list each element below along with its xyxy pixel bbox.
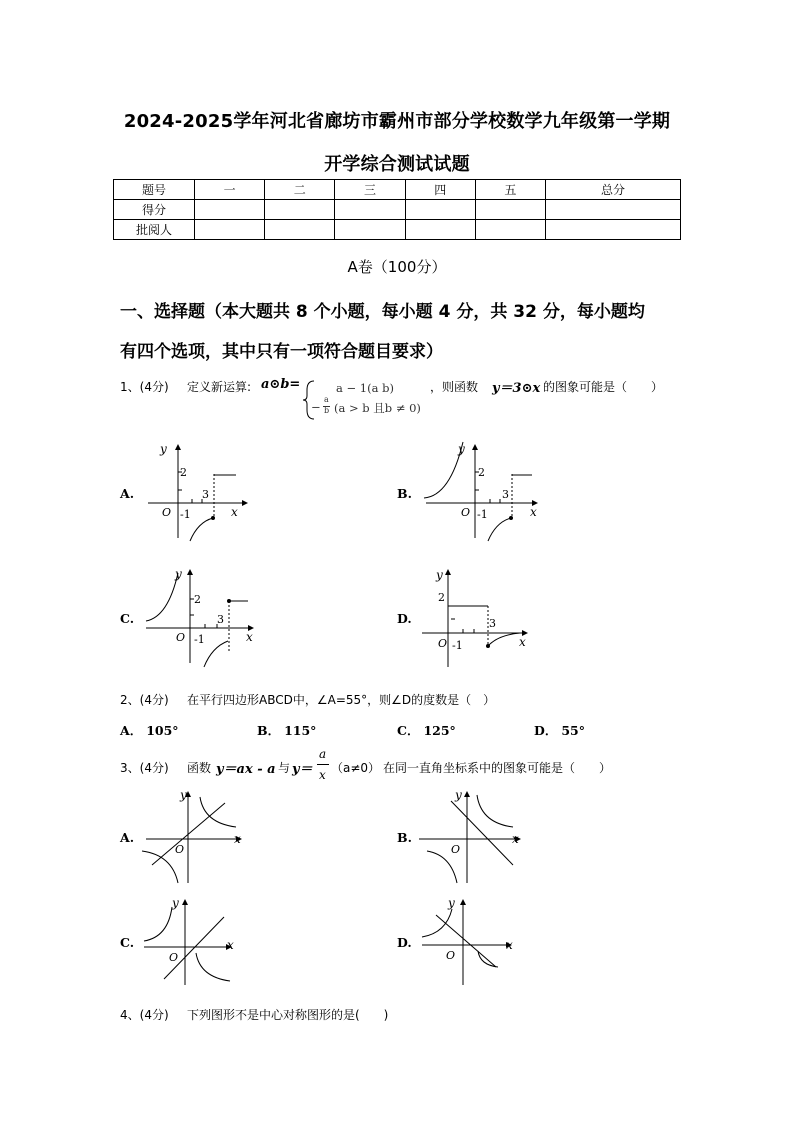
score-input-cell[interactable] xyxy=(265,220,335,240)
q1-text-post: ，则函数 xyxy=(430,380,479,394)
q3-graph-c xyxy=(140,893,240,988)
option-value: 125° xyxy=(423,723,456,738)
q2-option-a[interactable] xyxy=(120,721,179,739)
score-table-header xyxy=(114,180,681,200)
tick-label-neg1: -1 xyxy=(194,633,205,646)
q3-condition: （a≠0） xyxy=(331,761,381,775)
table-cell: 一 xyxy=(195,180,265,200)
title-line-2: 开学综合测试试题 xyxy=(324,154,470,175)
q3-text-pre: 函数 xyxy=(187,761,212,775)
q1-text-end: 的图象可能是（ ） xyxy=(543,380,664,394)
q3-text-mid: 与 xyxy=(278,761,291,775)
score-input-cell[interactable] xyxy=(405,200,475,220)
y-axis-label: y xyxy=(175,567,182,581)
q4-number: 4、(4分) xyxy=(120,1008,169,1022)
score-input-cell[interactable] xyxy=(475,220,545,240)
origin-label: O xyxy=(169,951,179,964)
q2-option-b[interactable] xyxy=(257,721,316,739)
table-row xyxy=(114,220,681,240)
tick-label-3: 3 xyxy=(489,617,496,630)
table-cell: 总分 xyxy=(546,180,681,200)
q1-option-a[interactable]: A. xyxy=(120,486,135,501)
score-input-cell[interactable] xyxy=(335,200,405,220)
q3-function-2-lhs: y＝ xyxy=(292,762,313,777)
option-value: 55° xyxy=(561,723,585,738)
origin-label: O xyxy=(176,631,186,644)
section-a-heading: A卷（100分） xyxy=(347,258,447,276)
origin-label: O xyxy=(162,506,172,519)
origin-label: O xyxy=(438,637,448,650)
q1-case-2: (a > b 且b ≠ 0) xyxy=(334,401,421,415)
q4-text: 下列图形不是中心对称图形的是( ) xyxy=(187,1008,389,1022)
y-axis-label: y xyxy=(160,442,167,456)
q1-case-2-minus: − xyxy=(311,400,321,414)
q1-number: 1、(4分) xyxy=(120,380,169,394)
q3-number: 3、(4分) xyxy=(120,761,169,775)
q3-text-end: 在同一直角坐标系中的图象可能是（ ） xyxy=(383,761,612,775)
score-input-cell[interactable] xyxy=(195,200,265,220)
origin-label: O xyxy=(451,843,461,856)
q2-text: 在平行四边形ABCD中，∠A=55°，则∠D的度数是（ ） xyxy=(187,693,496,707)
x-axis-label: x xyxy=(227,938,234,952)
tick-label-2: 2 xyxy=(194,593,201,606)
tick-label-neg1: -1 xyxy=(452,639,463,652)
y-axis-label: y xyxy=(455,788,462,802)
y-axis-label: y xyxy=(448,896,455,910)
option-letter: A． xyxy=(120,723,143,738)
tick-label-3: 3 xyxy=(502,488,509,501)
x-axis-label: x xyxy=(519,635,526,649)
x-axis-label: x xyxy=(231,505,238,519)
option-value: 105° xyxy=(146,723,179,738)
score-input-cell[interactable] xyxy=(195,220,265,240)
table-cell: 二 xyxy=(265,180,335,200)
q1-graph-d xyxy=(418,563,538,668)
origin-label: O xyxy=(175,843,185,856)
table-row xyxy=(114,200,681,220)
q1-case-2-frac-num: a xyxy=(324,395,329,404)
q1-operator: a⊙b= xyxy=(261,377,301,392)
tick-label-2: 2 xyxy=(438,591,445,604)
origin-label: O xyxy=(446,949,456,962)
q1-case-2-frac-den: b xyxy=(324,406,330,415)
score-input-cell[interactable] xyxy=(265,200,335,220)
y-axis-label: y xyxy=(436,568,443,582)
q1-option-d[interactable]: D. xyxy=(397,611,412,626)
q2-option-d[interactable] xyxy=(534,721,585,739)
q1-option-c[interactable]: C. xyxy=(120,611,135,626)
q3-option-c[interactable]: C. xyxy=(120,935,135,950)
q3-option-b[interactable]: B. xyxy=(397,830,412,845)
tick-label-neg1: -1 xyxy=(180,508,191,521)
q2-number: 2、(4分) xyxy=(120,693,169,707)
q1-option-b[interactable]: B. xyxy=(397,486,412,501)
q3-option-a[interactable]: A. xyxy=(120,830,135,845)
q1-case-1: a − 1(a b) xyxy=(336,381,394,395)
q3-frac-bar xyxy=(317,764,329,765)
tick-label-3: 3 xyxy=(217,613,224,626)
tick-label-3: 3 xyxy=(202,488,209,501)
table-cell: 批阅人 xyxy=(114,220,195,240)
option-letter: C． xyxy=(397,723,420,738)
table-cell: 五 xyxy=(475,180,545,200)
y-axis-label: y xyxy=(458,442,465,456)
tick-label-2: 2 xyxy=(180,466,187,479)
score-input-cell[interactable] xyxy=(405,220,475,240)
q1-graph-b xyxy=(420,438,545,543)
tick-label-neg1: -1 xyxy=(477,508,488,521)
option-letter: B． xyxy=(257,723,281,738)
table-cell: 三 xyxy=(335,180,405,200)
q1-function: y＝3⊙x xyxy=(492,381,541,396)
table-cell: 四 xyxy=(405,180,475,200)
table-cell: 题号 xyxy=(114,180,195,200)
x-axis-label: x xyxy=(506,938,513,952)
q3-graph-b xyxy=(415,785,530,885)
score-input-cell[interactable] xyxy=(546,200,681,220)
option-letter: D． xyxy=(534,723,558,738)
y-axis-label: y xyxy=(180,788,187,802)
x-axis-label: x xyxy=(512,832,519,846)
q3-frac-den: x xyxy=(319,768,326,782)
x-axis-label: x xyxy=(530,505,537,519)
part1-heading-line2: 有四个选项，其中只有一项符合题目要求） xyxy=(120,342,443,362)
q2-option-c[interactable] xyxy=(397,721,456,739)
q1-graph-c xyxy=(140,563,260,668)
tick-label-2: 2 xyxy=(478,466,485,479)
x-axis-label: x xyxy=(234,832,241,846)
part1-heading-line1: 一、选择题（本大题共 8 个小题，每小题 4 分，共 32 分，每小题均 xyxy=(120,302,645,322)
q3-frac-num: a xyxy=(319,747,327,761)
table-cell: 得分 xyxy=(114,200,195,220)
q1-graph-a xyxy=(140,438,250,543)
score-table xyxy=(113,179,681,240)
option-value: 115° xyxy=(284,723,317,738)
score-input-cell[interactable] xyxy=(475,200,545,220)
x-axis-label: x xyxy=(246,630,253,644)
q3-graph-a xyxy=(140,785,250,885)
score-input-cell[interactable] xyxy=(335,220,405,240)
y-axis-label: y xyxy=(172,896,179,910)
q3-graph-d xyxy=(418,893,518,988)
q3-function-1: y＝ax - a xyxy=(216,762,276,777)
title-line-1: 2024-2025学年河北省廊坊市霸州市部分学校数学九年级第一学期 xyxy=(123,111,671,132)
score-input-cell[interactable] xyxy=(546,220,681,240)
q1-text-pre: 定义新运算: xyxy=(187,380,252,394)
origin-label: O xyxy=(461,506,471,519)
q3-option-d[interactable]: D. xyxy=(397,935,412,950)
